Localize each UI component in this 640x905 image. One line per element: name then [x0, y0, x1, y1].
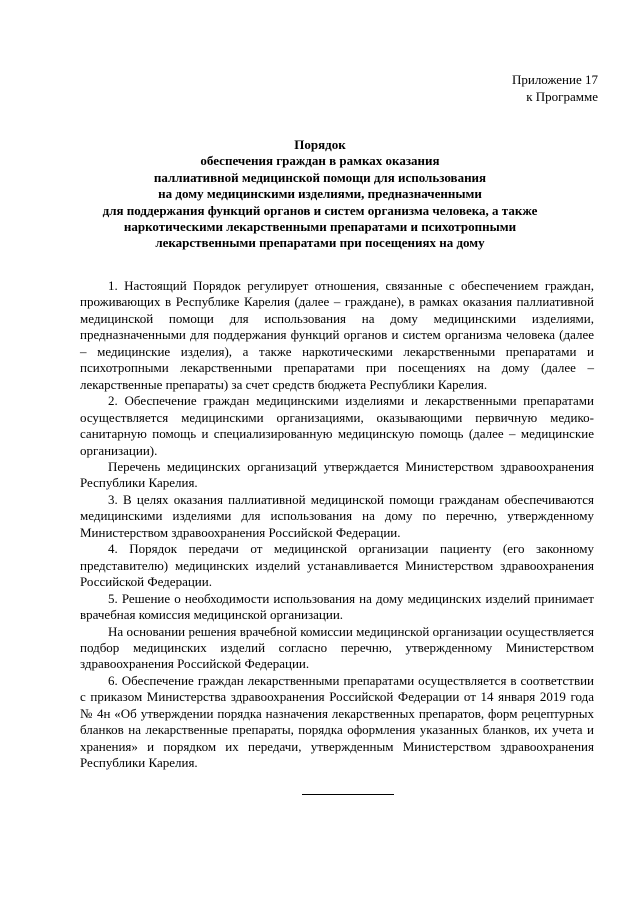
- title-line: лекарственными препаратами при посещениях на дому: [155, 235, 485, 251]
- appendix-number: Приложение 17: [511, 72, 598, 87]
- appendix-program: к Программе: [526, 89, 598, 104]
- paragraph-1: 1. Настоящий Порядок регулирует отношения, связанные с обеспечением граждан, проживающих в Республике Карелия (далее – граждане), в рамках оказания паллиативной медицинской помощи для использования на дому медицинскими изделиями, предназначенными для поддержания функций органов и систем организма человека (далее – медицинские изделия), а также наркотическими лекарственными препаратами и психотропными лекарственными препаратами при посещениях на дому (далее – лекарственные препараты) за счет средств бюджета Республики Карелия.: [80, 278, 594, 392]
- end-separator-line: [302, 794, 394, 795]
- paragraph-2-list: Перечень медицинских организаций утверждается Министерством здравоохранения Республики Карелия.: [80, 458, 594, 491]
- title-line: для поддержания функций органов и систем организма человека, а также: [102, 202, 538, 218]
- title-line: обеспечения граждан в рамках оказания: [200, 153, 440, 169]
- paragraph-4: 4. Порядок передачи от медицинской организации пациенту (его законному представителю) медицинских изделий устанавливается Министерством здравоохранения Российской Федерации.: [80, 541, 594, 590]
- paragraph-6: 6. Обеспечение граждан лекарственными препаратами осуществляется в соответствии с приказом Министерства здравоохранения Российской Федерации от 14 января 2019 года № 4н «Об утверждении порядка назначения лекарственных препаратов, форм рецептурных бланков на лекарственные препараты, порядка оформления указанных бланков, их учета и хранения» и порядком их передачи, утвержденным Министерством здравоохранения Республики Карелия.: [80, 672, 594, 771]
- title-line: наркотическими лекарственными препаратами и психотропными: [123, 219, 517, 235]
- paragraph-2: 2. Обеспечение граждан медицинскими изделиями и лекарственными препаратами осуществляется медицинскими организациями, оказывающими первичную медико-санитарную помощь и специализированную медицинскую помощь (далее – медицинские организации).: [80, 393, 594, 458]
- paragraph-5: 5. Решение о необходимости использования на дому медицинских изделий принимает врачебная комиссия медицинской организации.: [80, 590, 594, 623]
- appendix-reference: [512, 71, 598, 105]
- paragraph-5-selection: На основании решения врачебной комиссии медицинской организации осуществляется подбор медицинских изделий согласно перечню, утвержденному Министерством здравоохранения Российской Федерации.: [80, 623, 594, 672]
- paragraph-3: 3. В целях оказания паллиативной медицинской помощи гражданам обеспечиваются медицинскими изделиями для использования на дому по перечню, утвержденному Министерством здравоохранения Российской Федерации.: [80, 491, 594, 540]
- document-body: [80, 278, 594, 772]
- title-line: на дому медицинскими изделиями, предназначенными: [158, 186, 482, 202]
- title-line: паллиативной медицинской помощи для использования: [153, 169, 487, 185]
- document-title: [70, 137, 570, 252]
- title-line: Порядок: [294, 137, 346, 152]
